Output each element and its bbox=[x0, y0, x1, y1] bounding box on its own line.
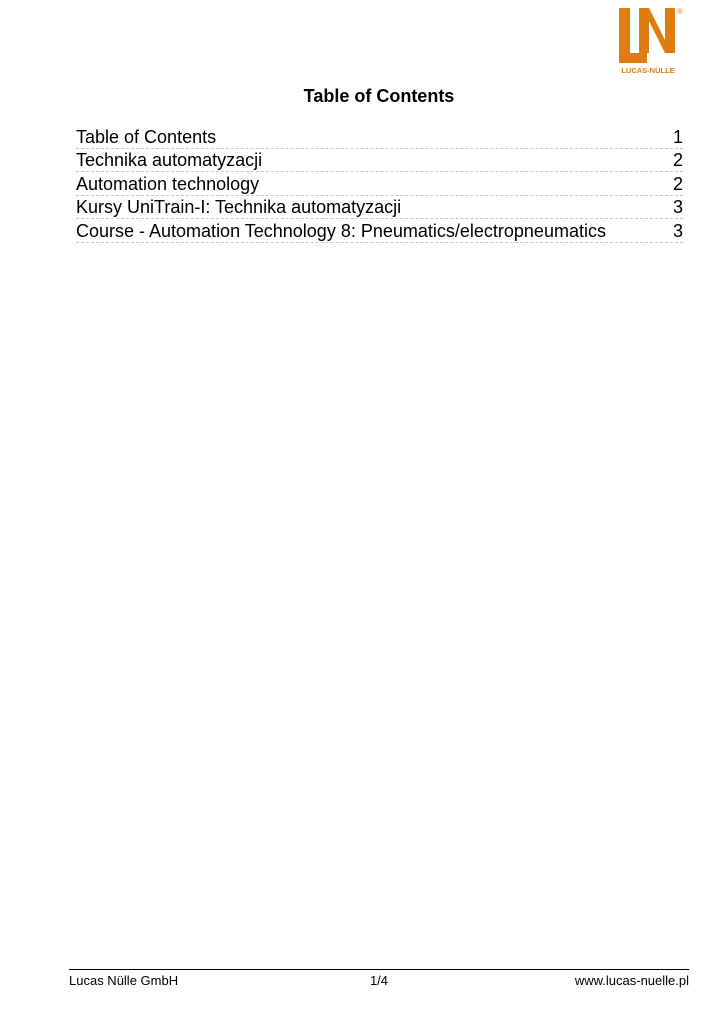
toc-entry-technika-automatyzacji[interactable] bbox=[76, 149, 683, 173]
lucas-nuelle-logo bbox=[617, 6, 683, 76]
toc-entry-page: 2 bbox=[672, 150, 683, 170]
svg-text:®: ® bbox=[677, 7, 683, 16]
toc-entry-page: 3 bbox=[672, 220, 683, 241]
toc-entry-automation-technology[interactable] bbox=[76, 172, 683, 196]
toc-entry-title: Technika automatyzacji bbox=[76, 150, 263, 170]
toc-entry-page: 2 bbox=[672, 173, 683, 194]
toc-entry-title: Course - Automation Technology 8: Pneumatics/electropneumatics bbox=[76, 220, 606, 241]
toc-entry-table-of-contents[interactable] bbox=[76, 125, 683, 149]
toc-entry-page: 3 bbox=[672, 197, 683, 217]
page-footer bbox=[69, 969, 689, 988]
footer-website-link[interactable]: www.lucas-nuelle.pl bbox=[574, 973, 689, 988]
toc-entry-title: Table of Contents bbox=[76, 126, 217, 147]
table-of-contents bbox=[76, 125, 683, 243]
footer-company: Lucas Nülle GmbH bbox=[69, 973, 179, 988]
toc-entry-title: Kursy UniTrain-I: Technika automatyzacji bbox=[76, 197, 402, 217]
footer-page-number: 1/4 bbox=[369, 973, 389, 988]
page-title: Table of Contents bbox=[303, 86, 455, 106]
toc-entry-page: 1 bbox=[672, 126, 683, 147]
svg-text:LUCAS-NÜLLE: LUCAS-NÜLLE bbox=[621, 66, 675, 75]
toc-entry-kursy-unitrain[interactable] bbox=[76, 196, 683, 220]
toc-entry-title: Automation technology bbox=[76, 173, 260, 194]
toc-entry-course-automation-technology-8[interactable] bbox=[76, 219, 683, 243]
